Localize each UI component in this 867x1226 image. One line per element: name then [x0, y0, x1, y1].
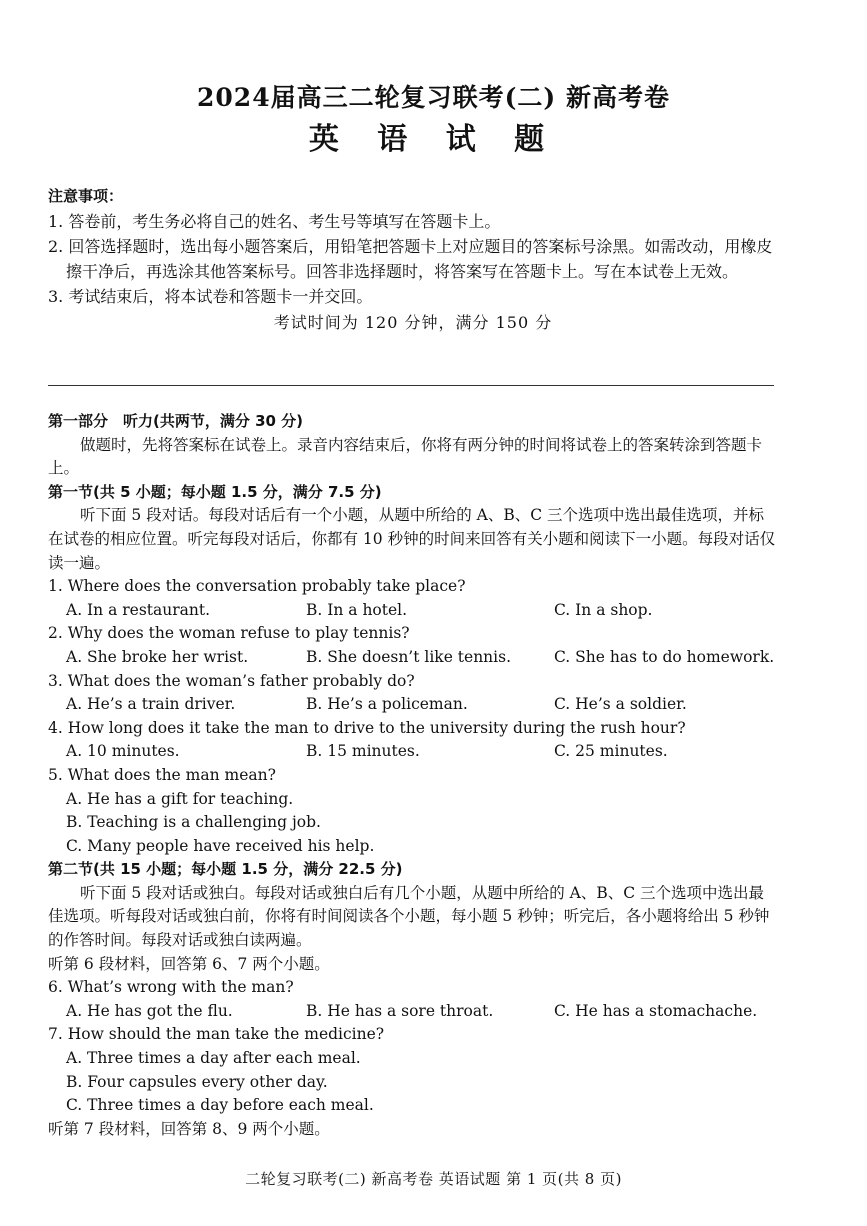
option-b: B. 15 minutes. [306, 742, 420, 761]
notes-item: 1. 答卷前，考生务必将自己的姓名、考生号等填写在答题卡上。 [48, 212, 501, 231]
section1-heading: 第一节(共 5 小题；每小题 1.5 分，满分 7.5 分) [48, 482, 382, 501]
option-b: B. He’s a policeman. [306, 695, 468, 714]
option-a: A. He has a gift for teaching. [66, 789, 294, 808]
option-c: C. In a shop. [554, 600, 653, 619]
part1-heading: 第一部分 听力(共两节，满分 30 分) [48, 412, 304, 430]
part1-intro: 做题时，先将答案标在试卷上。录音内容结束后，你将有两分钟的时间将试卷上的答案转涂到答题卡上。 [48, 435, 763, 478]
option-c: C. 25 minutes. [554, 742, 668, 761]
section2-heading: 第二节(共 15 小题；每小题 1.5 分，满分 22.5 分) [48, 860, 403, 879]
notes-block [48, 184, 778, 335]
option-b: B. Four capsules every other day. [66, 1072, 328, 1091]
option-c: C. Many people have received his help. [66, 836, 375, 855]
option-c: C. He’s a soldier. [554, 695, 687, 714]
question-options [48, 693, 778, 717]
option-a: A. He’s a train driver. [66, 695, 236, 714]
question-options [48, 1000, 778, 1024]
section1-intro: 听下面 5 段对话。每段对话后有一个小题，从题中所给的 A、B、C 三个选项中选出最佳选项，并标在试卷的相应位置。听完每段对话后，你都有 10 秒钟的时间来回答有关小题和阅读下一小题。每段对话仅读一遍。 [48, 506, 776, 572]
option-c: C. She has to do homework. [554, 647, 775, 666]
option-c: C. Three times a day before each meal. [66, 1096, 374, 1115]
material-instruction: 听第 6 段材料，回答第 6、7 两个小题。 [48, 954, 330, 973]
exam-title: 2024届高三二轮复习联考(二) 新高考卷 [197, 83, 670, 112]
question-options [48, 646, 778, 670]
divider [48, 385, 774, 386]
page-footer: 二轮复习联考(二) 新高考卷 英语试题 第 1 页(共 8 页) [245, 1170, 622, 1188]
question-stem: 1. Where does the conversation probably take place? [48, 577, 466, 596]
question-stem: 7. How should the man take the medicine? [48, 1025, 385, 1044]
option-b: B. He has a sore throat. [306, 1001, 494, 1020]
section2-intro: 听下面 5 段对话或独白。每段对话或独白后有几个小题，从题中所给的 A、B、C 三个选项中选出最佳选项。听每段对话或独白前，你将有时间阅读各个小题，每小题 5 秒钟；听完后，各小题将给出 5 秒钟的作答时间。每段对话或独白读两遍。 [48, 883, 770, 950]
question-stem: 2. Why does the woman refuse to play tennis? [48, 624, 410, 643]
exam-time: 考试时间为 120 分钟，满分 150 分 [273, 313, 553, 332]
question-stem: 3. What does the woman’s father probably do? [48, 671, 415, 690]
question-options [48, 740, 778, 764]
notes-item: 2. 回答选择题时，选出每小题答案后，用铅笔把答题卡上对应题目的答案标号涂黑。如需改动，用橡皮擦干净后，再选涂其他答案标号。回答非选择题时，将答案写在答题卡上。写在本试卷上无效。 [48, 237, 773, 281]
notes-heading: 注意事项： [48, 187, 124, 205]
question-options [48, 599, 778, 623]
option-b: B. Teaching is a challenging job. [66, 813, 321, 832]
option-b: B. In a hotel. [306, 600, 408, 619]
listening-section [48, 410, 778, 1141]
option-a: A. Three times a day after each meal. [66, 1049, 361, 1068]
option-b: B. She doesn’t like tennis. [306, 647, 512, 666]
option-a: A. He has got the flu. [66, 1001, 233, 1020]
question-stem: 4. How long does it take the man to drive to the university during the rush hour? [48, 718, 686, 737]
option-a: A. 10 minutes. [66, 742, 180, 761]
option-c: C. He has a stomachache. [554, 1001, 758, 1020]
subject-title: 英 语 试 题 [308, 122, 559, 157]
notes-item: 3. 考试结束后，将本试卷和答题卡一并交回。 [48, 287, 373, 306]
question-stem: 5. What does the man mean? [48, 765, 276, 784]
question-stem: 6. What’s wrong with the man? [48, 978, 294, 997]
material-instruction: 听第 7 段材料，回答第 8、9 两个小题。 [48, 1119, 330, 1138]
option-a: A. She broke her wrist. [66, 647, 249, 666]
option-a: A. In a restaurant. [66, 600, 211, 619]
